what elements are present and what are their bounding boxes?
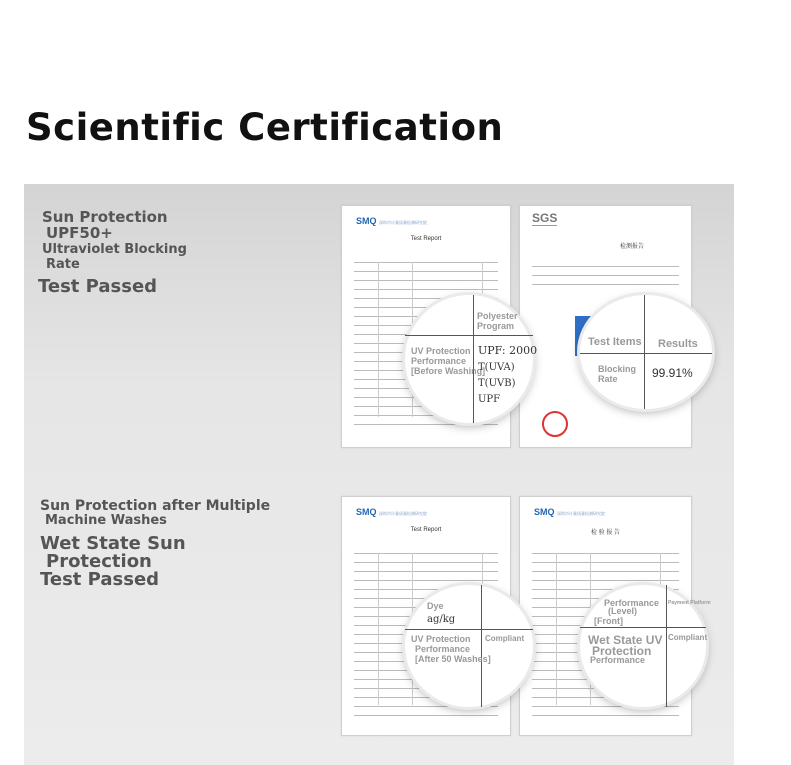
- doc-header: 检测报告: [620, 244, 645, 250]
- magnifier-lens-upf: Polyester Program UV Protection Performance [Before Washing] UPF: 2000 T(UVA) T(UVB) UPF: [405, 295, 533, 423]
- label-wet-state: Wet State Sun: [40, 533, 186, 554]
- label-test-passed-1: Test Passed: [38, 276, 158, 297]
- doc-header: Test Report: [410, 527, 442, 533]
- label-upf50: UPF50+: [46, 224, 113, 242]
- label-rate: Rate: [46, 257, 80, 272]
- magnifier-lens-wet-state: Performance (Level) [Front] Wet State UV Compliant Protection Performance Payment Platform: [580, 585, 706, 707]
- label-test-passed-2: Test Passed: [40, 569, 160, 590]
- label-protection: Protection: [46, 551, 152, 572]
- label-sun-protection: Sun Protection: [42, 208, 168, 226]
- smq-logo: SMQ 深圳市计量质量检测研究院: [356, 507, 428, 517]
- doc-header: 检 验 报 告: [590, 530, 620, 536]
- smq-logo: SMQ 深圳市计量质量检测研究院: [356, 216, 428, 226]
- magnifier-lens-washes: Dye ag/kg UV Protection Compliant Performance [After 50 Washes]: [405, 585, 533, 707]
- sgs-logo: SGS: [532, 211, 558, 225]
- smq-logo: SMQ 深圳市计量质量检测研究院: [534, 507, 606, 517]
- label-machine-washes: Machine Washes: [45, 513, 167, 528]
- magnifier-lens-blocking-rate: Test Items Results Blocking Rate 99.91%: [580, 295, 712, 409]
- label-multiple-washes: Sun Protection after Multiple: [40, 498, 271, 514]
- doc-header: Test Report: [410, 236, 442, 242]
- page-title: Scientific Certification: [26, 106, 504, 149]
- label-uv-blocking: Ultraviolet Blocking: [42, 242, 187, 257]
- red-stamp: [542, 411, 568, 437]
